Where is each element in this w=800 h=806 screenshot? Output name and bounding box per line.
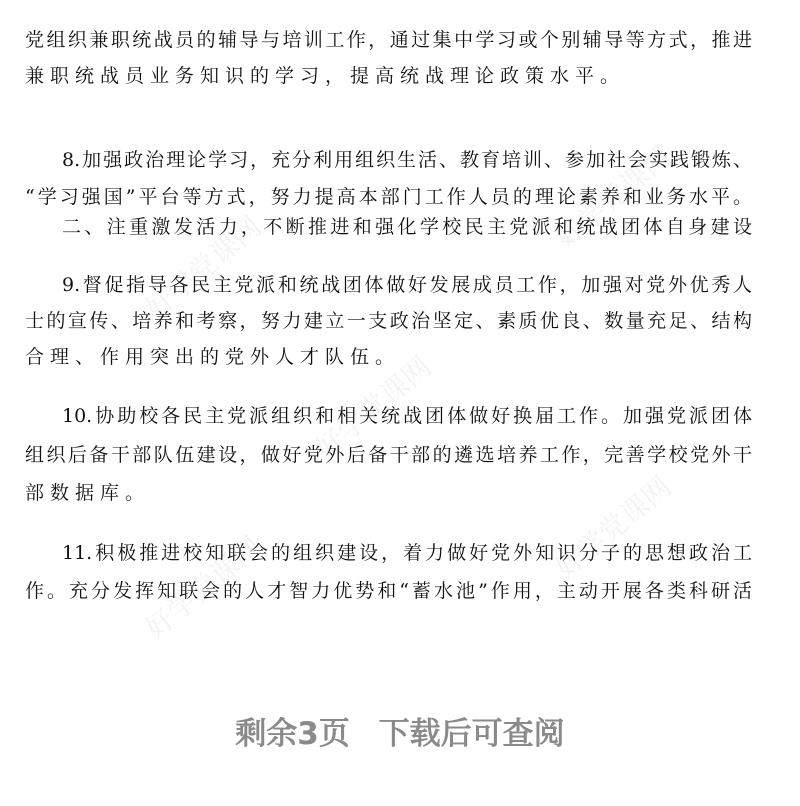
text-line: 党组织兼职统战员的辅导与培训工作，通过集中学习或个别辅导等方式，推进 [25, 29, 752, 51]
watermark-text: 好学党课网 [309, 349, 438, 466]
text-line: 士的宣传、培养和考察，努力建立一支政治坚定、素质优良、数量充足、结构 [25, 310, 752, 332]
watermark-text: 好学党课网 [139, 529, 268, 646]
watermark-text: 好学党课网 [139, 209, 268, 326]
section-heading: 二、注重激发活力，不断推进和强化学校民主党派和统战团体自身建设 [62, 216, 752, 238]
text-line: “学习强国”平台等方式，努力提高本部门工作人员的理论素养和业务水平。 [25, 186, 752, 208]
text-line: 11.积极推进校知联会的组织建设，着力做好党外知识分子的思想政治工 [62, 542, 752, 564]
text-line: 合理、作用突出的党外人才队伍。 [25, 346, 401, 368]
text-line: 作。充分发挥知联会的人才智力优势和“蓄水池”作用，主动开展各类科研活 [25, 580, 752, 602]
text-line: 兼职统战员业务知识的学习，提高统战理论政策水平。 [25, 65, 626, 87]
watermark-text: 好学党课网 [549, 469, 678, 586]
text-line: 10.协助校各民主党派组织和相关统战团体做好换届工作。加强党派团体 [62, 405, 752, 427]
watermark-text: 好学党课网 [549, 139, 678, 256]
text-line: 8.加强政治理论学习，充分利用组织生活、教育培训、参加社会实践锻炼、 [62, 149, 752, 171]
remaining-pages-notice[interactable]: 剩余3页 下载后可查阅 [235, 716, 565, 752]
text-line: 组织后备干部队伍建设，做好党外后备干部的遴选培养工作，完善学校党外干 [25, 444, 752, 466]
text-line: 部数据库。 [25, 482, 151, 504]
text-line: 9.督促指导各民主党派和统战团体做好发展成员工作，加强对党外优秀人 [62, 274, 752, 296]
